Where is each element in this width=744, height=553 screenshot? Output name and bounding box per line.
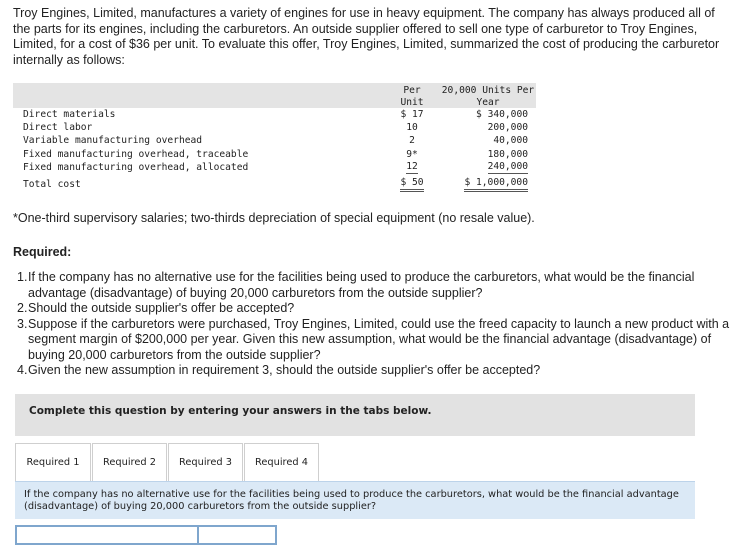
table-header-row [13, 83, 536, 96]
table-row [13, 148, 536, 161]
header-total: 20,000 Units Per [434, 83, 536, 96]
row-unit: 12 [406, 160, 418, 172]
tab-required-1[interactable]: Required 1 [15, 443, 91, 481]
item-text: If the company has no alternative use for the facilities being used to produce the carburetors, what would be the financial advantage (disadvantage) of buying 20,000 carburetors from the outside supplier? [28, 270, 695, 300]
item-number: 1. [17, 270, 28, 284]
row-unit: 9* [406, 148, 418, 160]
row-total: 200,000 [487, 122, 528, 134]
item-text: Given the new assumption in requirement 3, should the outside supplier's offer be accepted? [28, 363, 541, 377]
tab-required-2[interactable]: Required 2 [92, 443, 167, 481]
tab-required-4[interactable]: Required 4 [244, 443, 319, 481]
row-unit: 2 [409, 135, 415, 147]
row-unit: $ 17 [400, 109, 424, 121]
table-header-row-2 [13, 96, 536, 108]
table-row [13, 108, 536, 121]
row-label: Variable manufacturing overhead [23, 135, 203, 147]
total-label: Total cost [23, 178, 81, 190]
question-text: If the company has no alternative use for the facilities being used to produce the carburetors, what would be the financial advantage (disadvantage) of buying 20,000 carburetors from the outside supplier? [24, 489, 679, 512]
header-unit: Unit [390, 96, 434, 108]
answer-amount-input[interactable] [197, 525, 277, 545]
header-year: Year [434, 96, 536, 108]
cost-table [13, 83, 536, 192]
item-number: 2. [17, 301, 28, 315]
row-total: 40,000 [493, 135, 528, 147]
requirements-list [17, 270, 733, 379]
total-unit: $ 50 [400, 177, 423, 192]
list-item [17, 301, 733, 317]
instruction-text: Complete this question by entering your answers in the tabs below. [29, 405, 432, 417]
problem-intro: Troy Engines, Limited, manufactures a variety of engines for use in heavy equipment. The company has always produced all of the parts for its engines, including the carburetors. An outside supplier offered to sell one type of carburetor to Troy Engines, Limited, for a cost of $36 per unit. To evaluate this offer, Troy Engines, Limited, summarized the cost of producing the carburetor internally as follows: [13, 6, 720, 67]
item-number: 4. [17, 363, 28, 377]
table-row [13, 161, 536, 174]
row-total: 180,000 [487, 148, 528, 160]
row-unit: 10 [406, 122, 418, 134]
total-total: $ 1,000,000 [464, 177, 528, 192]
table-row [13, 121, 536, 134]
table-row [13, 134, 536, 147]
tab-bar [15, 443, 320, 481]
row-label: Direct labor [23, 122, 93, 134]
item-text: Suppose if the carburetors were purchased, Troy Engines, Limited, could use the freed capacity to launch a new product with a segment margin of $200,000 per year. Given this new assumption, what would be the financial advantage (disadvantage) of buying 20,000 carburetors from the outside supplier? [28, 316, 730, 362]
item-number: 3. [17, 316, 28, 331]
list-item [17, 317, 733, 364]
list-item [17, 363, 733, 379]
answer-row [15, 525, 277, 545]
table-total-row [13, 174, 536, 192]
row-total: 240,000 [487, 160, 528, 172]
header-per-unit: Per [390, 83, 434, 96]
required-title: Required: [13, 245, 72, 259]
answer-label-input[interactable] [15, 525, 199, 545]
tab-required-3[interactable]: Required 3 [168, 443, 243, 481]
row-label: Fixed manufacturing overhead, traceable [23, 148, 249, 160]
instruction-box [15, 394, 695, 436]
row-total: $ 340,000 [476, 109, 528, 121]
row-label: Direct materials [23, 109, 116, 121]
item-text: Should the outside supplier's offer be accepted? [28, 301, 295, 315]
row-label: Fixed manufacturing overhead, allocated [23, 161, 249, 173]
footnote: *One-third supervisory salaries; two-thirds depreciation of special equipment (no resale value). [13, 211, 535, 225]
list-item [17, 270, 733, 301]
question-box [15, 481, 695, 519]
